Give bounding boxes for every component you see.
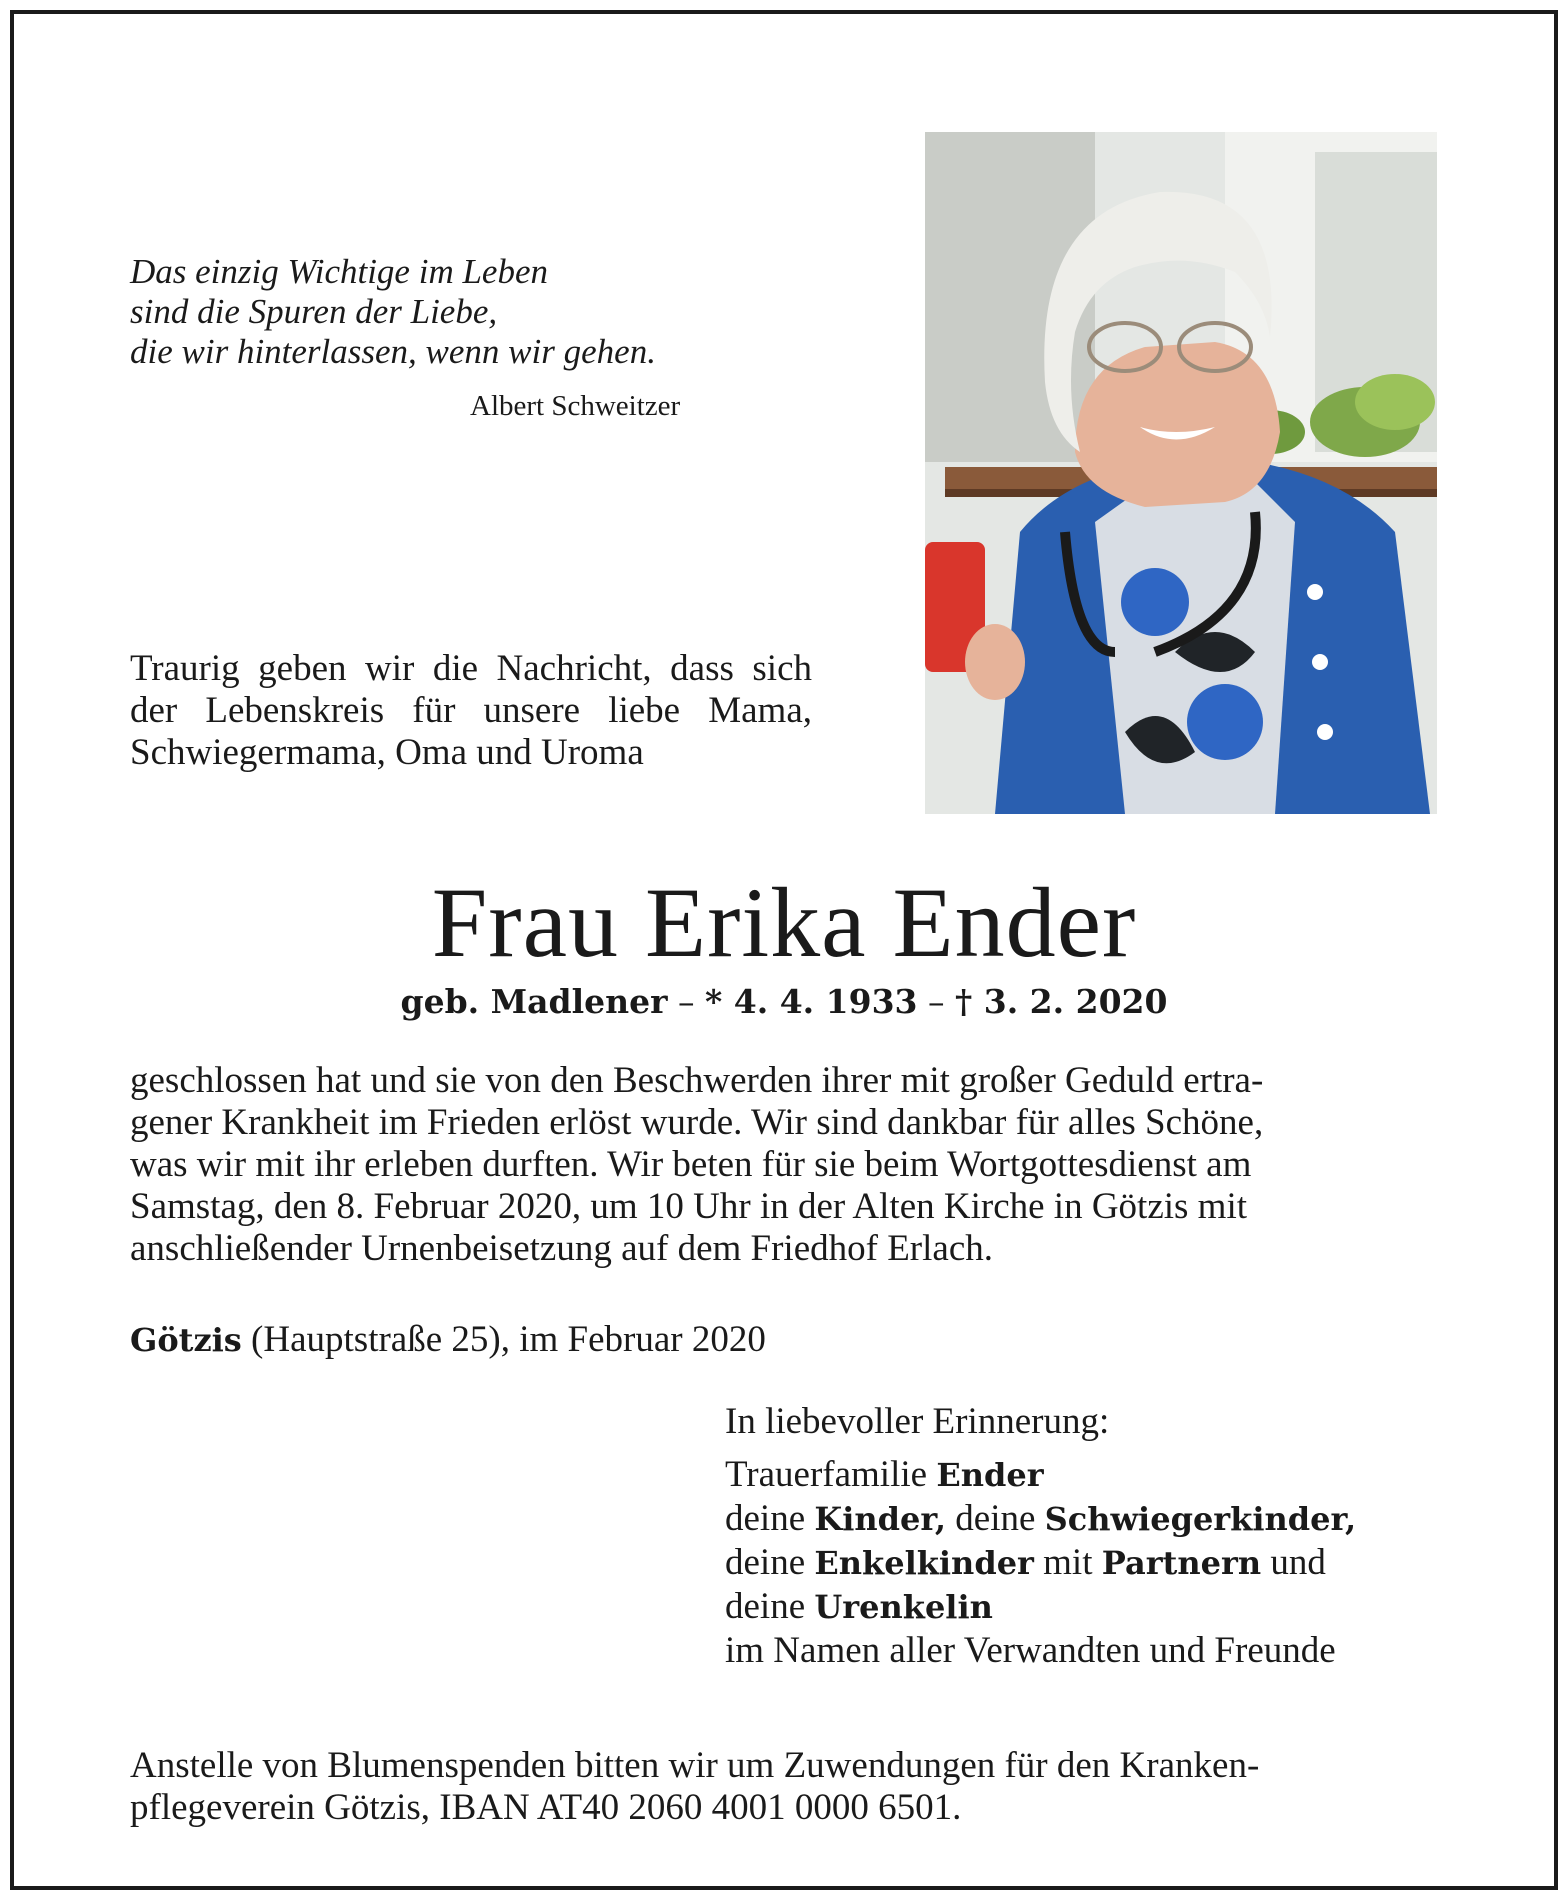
text-bold: Kinder,: [814, 1500, 947, 1538]
mourner-line: [725, 1585, 1445, 1629]
footer-line: Anstelle von Blumenspenden bitten wir um Zuwendungen für den Kranken-: [130, 1745, 1260, 1786]
text: und: [1261, 1542, 1326, 1583]
body-line: Samstag, den 8. Februar 2020, um 10 Uhr in der Alten Kirche in Götzis mit: [130, 1186, 1248, 1227]
announcement-date: im Februar 2020: [509, 1319, 766, 1360]
text-bold: Partnern: [1101, 1544, 1262, 1582]
death-date: † 3. 2. 2020: [954, 982, 1168, 1021]
mourners-block: [725, 1400, 1445, 1672]
body-line: anschließender Urnenbeisetzung auf dem Friedhof Erlach.: [130, 1228, 993, 1269]
quote-line: sind die Spuren der Liebe,: [130, 292, 498, 331]
text-bold: Schwiegerkinder,: [1044, 1500, 1357, 1538]
announcement-body: [130, 1060, 1438, 1270]
town-name: Götzis: [130, 1321, 242, 1359]
separator: –: [667, 982, 706, 1021]
body-line: gener Krankheit im Frieden erlöst wurde. Wir sind dankbar für alles Schöne,: [130, 1102, 1264, 1143]
text: mit: [1033, 1542, 1102, 1583]
life-dates: [0, 982, 1568, 1021]
portrait-photo: [925, 132, 1437, 814]
text: deine: [946, 1498, 1045, 1539]
body-line: was wir mit ihr erleben durften. Wir beten für sie beim Wortgottesdienst am: [130, 1144, 1252, 1185]
quote-block: [130, 252, 730, 372]
quote-author: Albert Schweitzer: [470, 390, 681, 422]
text: deine: [725, 1498, 815, 1539]
text-bold: Urenkelin: [814, 1588, 993, 1626]
mourner-line: [725, 1453, 1445, 1497]
mourner-line: [725, 1497, 1445, 1541]
address: (Hauptstraße 25),: [241, 1319, 510, 1360]
memory-heading: In liebevoller Erinnerung:: [725, 1401, 1110, 1442]
mourner-line: [725, 1541, 1445, 1585]
text-bold: Enkelkinder: [814, 1544, 1034, 1582]
deceased-name: Frau Erika Ender: [431, 867, 1137, 978]
text: deine: [725, 1586, 815, 1627]
mourner-line: im Namen aller Verwandten und Freunde: [725, 1630, 1336, 1671]
separator: –: [917, 982, 955, 1021]
birth-date: * 4. 4. 1933: [705, 982, 918, 1021]
donation-note: [130, 1745, 1438, 1829]
quote-line: die wir hinterlassen, wenn wir gehen.: [130, 332, 656, 371]
intro-text: Traurig geben wir die Nachricht, dass sich der Lebenskreis für unsere liebe Mama, Schwiegermama, Oma und Uroma: [130, 648, 812, 773]
text: Trauerfamilie: [725, 1454, 937, 1495]
place-and-date: [130, 1318, 766, 1361]
footer-line: pflegeverein Götzis, IBAN AT40 2060 4001 0000 6501.: [130, 1787, 962, 1828]
maiden-name: geb. Madlener: [400, 982, 668, 1021]
quote-line: Das einzig Wichtige im Leben: [130, 252, 549, 291]
text-bold: Ender: [936, 1456, 1044, 1494]
text: deine: [725, 1542, 815, 1583]
body-line: geschlossen hat und sie von den Beschwerden ihrer mit großer Geduld ertra-: [130, 1060, 1264, 1101]
